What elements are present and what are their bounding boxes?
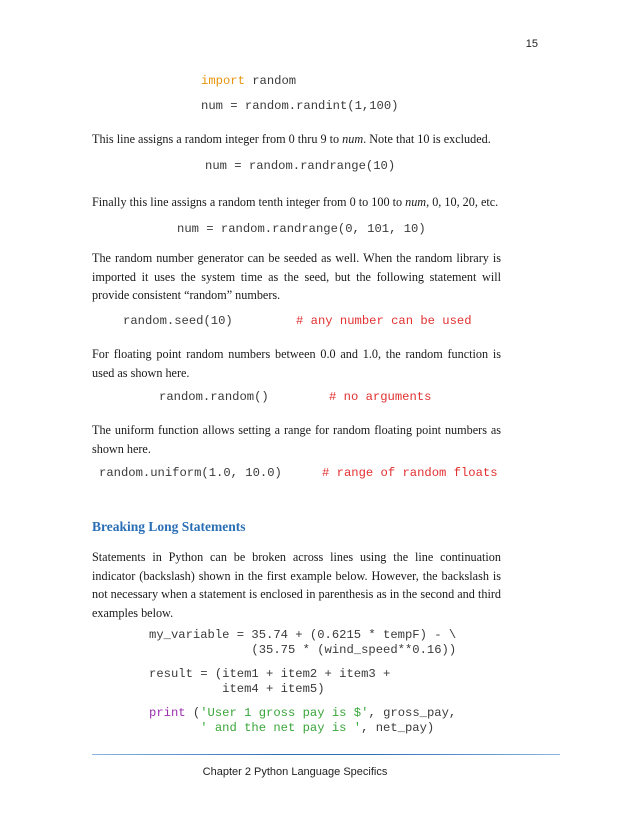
paragraph-uniform: The uniform function allows setting a range for random floating point numbers as shown here. xyxy=(92,423,501,456)
code-line-2: (35.75 * (wind_speed**0.16)) xyxy=(149,643,457,657)
paragraph-randint xyxy=(92,130,501,149)
para2-italic: num xyxy=(405,195,427,209)
seed-comment: # any number can be used xyxy=(296,314,472,328)
import-keyword: import xyxy=(201,74,245,88)
code-line-print-cont xyxy=(149,721,456,736)
print-indent xyxy=(149,721,200,735)
code-randint: num = random.randint(1,100) xyxy=(201,99,399,113)
page-number: 15 xyxy=(525,38,538,50)
section-heading: Breaking Long Statements xyxy=(92,519,246,534)
paragraph-randrange xyxy=(92,193,501,212)
code-line-print xyxy=(149,706,456,721)
print-string-1: 'User 1 gross pay is $' xyxy=(200,706,369,720)
print-open: ( xyxy=(185,706,201,720)
footer-chapter-title: Chapter 2 Python Language Specifics xyxy=(202,766,388,778)
code-random xyxy=(159,390,432,405)
paragraph-breaking: Statements in Python can be broken across lines using the line continuation indicator (backslash) shown in the first example below. However, the backslash is not necessary when a statement is enclosed in parenthesis as in the second and third examples below. xyxy=(92,550,501,620)
uniform-comment: # range of random floats xyxy=(322,466,498,480)
code-randrange-step: num = random.randrange(0, 101, 10) xyxy=(177,222,426,236)
code-randrange: num = random.randrange(10) xyxy=(205,159,396,173)
code-import-random xyxy=(201,74,296,89)
paragraph-random: For floating point random numbers between 0.0 and 1.0, the random function is used as shown here. xyxy=(92,347,501,380)
footer-divider xyxy=(92,754,560,755)
paragraph-seed: The random number generator can be seeded as well. When the random library is imported it uses the system time as the seed, but the following statement will provide consistent “random” numbers. xyxy=(92,251,501,302)
para1-text-end: . Note that 10 is excluded. xyxy=(363,132,491,146)
random-code: random.random() xyxy=(159,390,269,404)
para1-text: This line assigns a random integer from 0 thru 9 to xyxy=(92,132,343,146)
para1-italic: num xyxy=(342,132,364,146)
print-rest-2: , net_pay) xyxy=(361,721,435,735)
code-seed xyxy=(123,314,472,329)
print-string-2: ' and the net pay is ' xyxy=(200,721,362,735)
print-keyword: print xyxy=(149,706,186,720)
seed-code: random.seed(10) xyxy=(123,314,233,328)
code-line-4: item4 + item5) xyxy=(149,682,325,696)
code-line-1: my_variable = 35.74 + (0.6215 * tempF) - \ xyxy=(149,628,457,642)
uniform-code: random.uniform(1.0, 10.0) xyxy=(99,466,282,480)
para2-text: Finally this line assigns a random tenth integer from 0 to 100 to xyxy=(92,195,406,209)
code-uniform xyxy=(99,466,498,481)
code-block-breaking xyxy=(149,628,456,736)
code-line-3: result = (item1 + item2 + item3 + xyxy=(149,667,391,681)
print-rest-1: , gross_pay, xyxy=(368,706,457,720)
random-comment: # no arguments xyxy=(329,390,432,404)
import-module: random xyxy=(244,74,297,88)
para2-text-end: , 0, 10, 20, etc. xyxy=(426,195,499,209)
